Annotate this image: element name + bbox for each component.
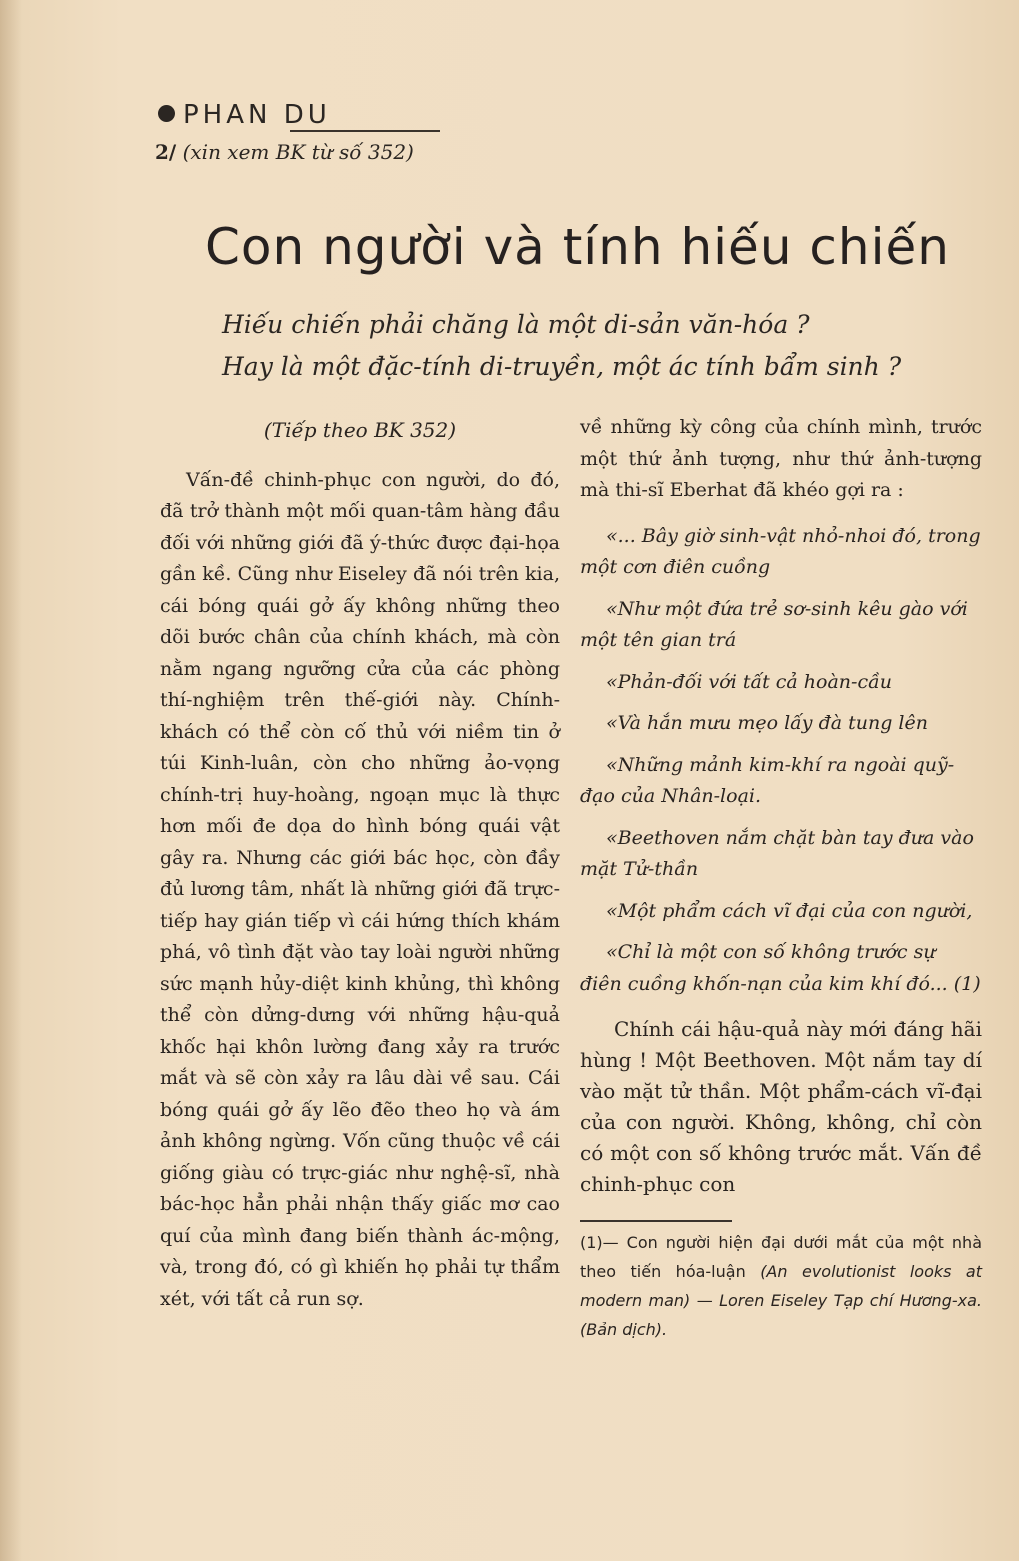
body-paragraph: Vấn-đề chinh-phục con người, do đó, đã trở thành một mối quan-tâm hàng đầu đối với những giới đã ý-thức được đại-họa gần kề. Cũng như Eiseley đã nói trên kia, cái bóng quái gở ấy không những theo dõi bước chân của chính khách, mà còn nằm ngang ngưỡng cửa của các phòng thí-nghiệm trên thế-giới này. Chính-khách có thể còn cố thủ với niềm tin ở túi Kinh-luân, còn cho những ảo-vọng chính-trị huy-hoàng, ngoạn mục là thực hơn mối đe dọa do hình bóng quái vật gây ra. Nhưng các giới bác học, còn đầy đủ lương tâm, nhất là những giới đã trực-tiếp hay gián tiếp vì cái hứng thích khám phá, vô tình đặt vào tay loài người những sức mạnh hủy-diệt kinh khủng, thì không thể còn dửng-dưng với những hậu-quả khốc hại khôn lường đang xảy ra trước mắt và sẽ còn xảy ra lâu dài về sau. Cái bóng quái gở ấy lẽo đẽo theo họ và ám ảnh không ngừng. Vốn cũng thuộc về cái giống giàu có trực-giác như nghệ-sĩ, nhà bác-học hẳn phải nhận thấy giấc mơ cao quí của mình đang biến thành ác-mộng, và, trong đó, có gì khiến họ phải tự thẩm xét, với tất cả run sợ. — [160, 468, 560, 1310]
footnote-divider — [580, 1220, 732, 1222]
poem-quote — [580, 521, 982, 1001]
poem-line: «Những mảnh kim-khí ra ngoài quỹ-đạo của Nhân-loại. — [580, 753, 955, 807]
page-edge-shadow — [0, 0, 22, 1561]
after-poem-paragraph: Chính cái hậu-quả này mới đáng hãi hùng ! Một Beethoven. Một nắm tay dí vào mặt tử thần. Một phẩm-cách vĩ-đại của con người. Không, không, chỉ còn có một con số không trước mắt. Vấn đề chinh-phục con — [580, 1017, 982, 1196]
footnote-english-title: (An evolutionist looks at modern man) — [580, 1262, 982, 1310]
series-number: 2/ — [155, 140, 177, 164]
poem-line: «Như một đứa trẻ sơ-sinh kêu gào với một tên gian trá — [580, 597, 968, 651]
poem-line: «Beethoven nắm chặt bàn tay đưa vào mặt Tử-thần — [580, 826, 974, 880]
author-underline — [290, 130, 440, 132]
author-name: PHAN DU — [183, 100, 331, 130]
subtitle-line-1: Hiếu chiến phải chăng là một di-sản văn-hóa ? — [222, 310, 810, 339]
right-intro-paragraph: về những kỳ công của chính mình, trước một thứ ảnh tượng, như thứ ảnh-tượng mà thi-sĩ Eberhat đã khéo gợi ra : — [580, 416, 982, 501]
poem-line: «Một phẩm cách vĩ đại của con người, — [606, 899, 973, 922]
author-line — [158, 100, 331, 130]
series-reference: (xin xem BK từ số 352) — [182, 140, 414, 164]
left-column — [160, 415, 560, 1315]
poem-line: «Phản-đối với tất cả hoàn-cầu — [606, 670, 892, 693]
poem-line: «Và hắn mưu mẹo lấy đà tung lên — [606, 712, 928, 734]
footnote-author: — Loren Eiseley — [696, 1291, 828, 1310]
series-note — [155, 140, 414, 164]
continuation-note: (Tiếp theo BK 352) — [263, 418, 457, 442]
poem-line: «Chỉ là một con số không trước sự điên cuồng khốn-nạn của kim khí đó... (1) — [580, 941, 981, 995]
subtitle-line-2: Hay là một đặc-tính di-truyền, một ác tính bẩm sinh ? — [222, 352, 902, 381]
bullet-icon — [158, 105, 175, 122]
footnote-source: Tạp chí Hương-xa. (Bản dịch). — [580, 1291, 982, 1339]
article-title: Con người và tính hiếu chiến — [205, 218, 950, 276]
footnote-text: (1)— Con người hiện đại dưới mắt của một nhà theo tiến hóa-luận — [580, 1233, 982, 1281]
right-column — [580, 412, 982, 1344]
footnote — [580, 1228, 982, 1344]
poem-line: «... Bây giờ sinh-vật nhỏ-nhoi đó, trong một cơn điên cuồng — [580, 524, 981, 578]
